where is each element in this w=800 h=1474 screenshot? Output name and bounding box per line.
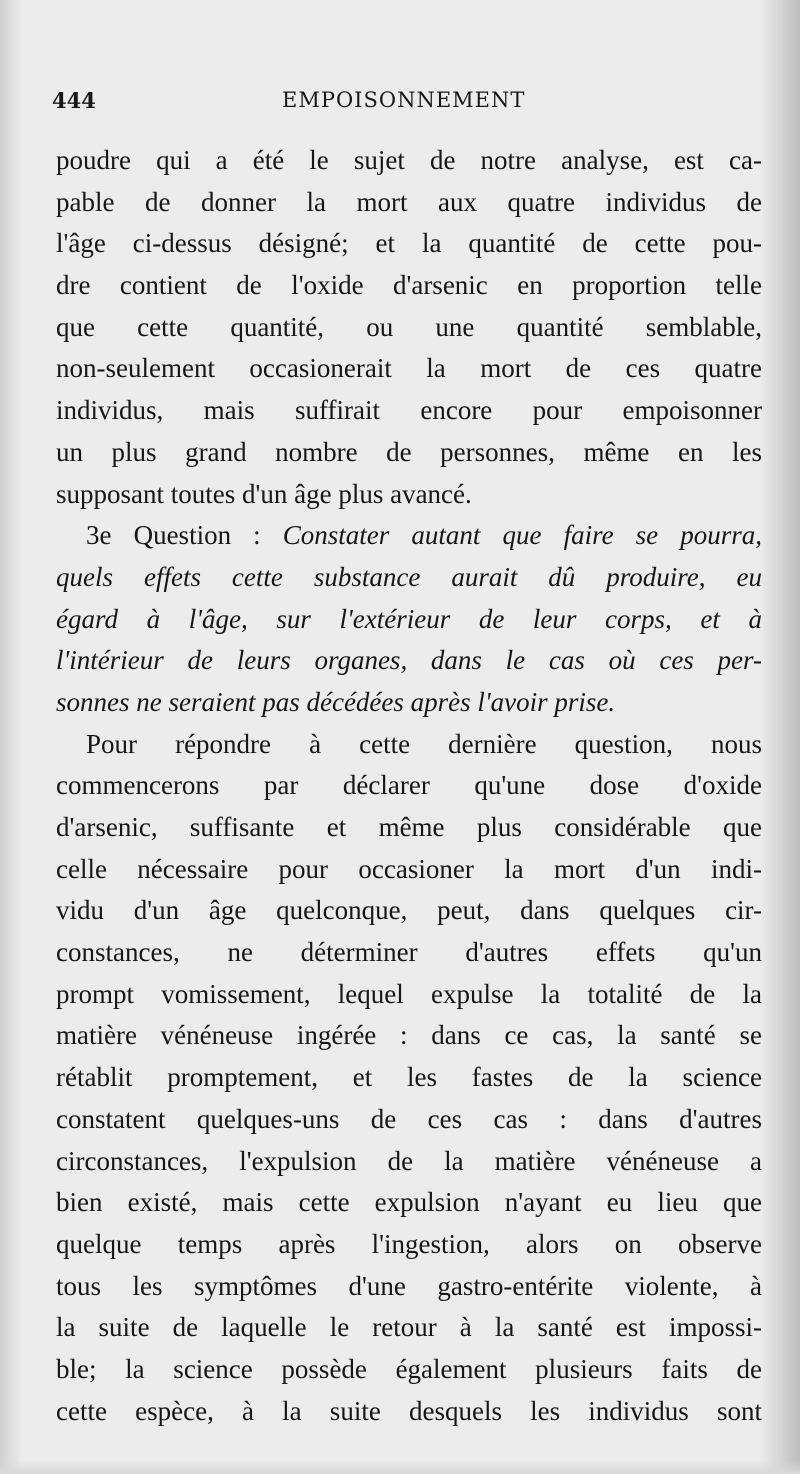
text-line: la suite de laquelle le retour à la santé est impossi- [56,1312,762,1343]
text-line: constances, ne déterminer d'autres effets qu'un [56,937,762,968]
text-line: tous les symptômes d'une gastro-entérite violente, à [56,1270,762,1301]
text-line: rétablit promptement, et les fastes de la science [56,1062,762,1093]
text-line: ble; la science possède également plusieurs faits de [56,1353,762,1384]
text-line: matière vénéneuse ingérée : dans ce cas, la santé se [56,1020,762,1051]
text-line: bien existé, mais cette expulsion n'ayant eu lieu que [56,1187,762,1218]
question-line: quels effets cette substance aurait dû produire, eu [56,561,762,592]
text-line: constatent quelques-uns de ces cas : dans d'autres [56,1103,762,1134]
text-line: un plus grand nombre de personnes, même en les [56,436,762,467]
text-line: celle nécessaire pour occasioner la mort d'un indi- [56,853,762,884]
running-title: EMPOISONNEMENT [282,88,526,112]
body-text [56,140,762,1432]
question-label: 3e Question : [86,520,261,551]
page-shadow-bottom [0,1460,800,1474]
page-shadow-left [0,0,22,1474]
question-text: Constater autant que faire se pourra, [282,520,763,551]
text-line: individus, mais suffirait encore pour empoisonner [56,395,762,426]
page-number: 444 [52,88,96,113]
page-shadow-right [760,0,800,1474]
text-line: l'âge ci-dessus désigné; et la quantité de cette pou- [56,228,762,259]
text-line: d'arsenic, suffisante et même plus considérable que [56,812,762,842]
text-line: prompt vomissement, lequel expulse la totalité de la [56,978,762,1009]
text-line: que cette quantité, ou une quantité semblable, [56,311,762,342]
text-line: non-seulement occasionerait la mort de ces quatre [56,353,762,384]
question-line: sonnes ne seraient pas décédées après l'avoir prise. [56,686,616,717]
text-line: dre contient de l'oxide d'arsenic en proportion telle [56,270,762,301]
text-line: Pour répondre à cette dernière question, nous [86,728,762,759]
text-line: circonstances, l'expulsion de la matière vénéneuse a [56,1145,762,1176]
text-line: poudre qui a été le sujet de notre analyse, est ca- [56,145,762,175]
text-line: pable de donner la mort aux quatre individus de [56,186,762,217]
text-line: cette espèce, à la suite desquels les individus sont [56,1395,762,1426]
text-line: commencerons par déclarer qu'une dose d'oxide [56,770,762,801]
text-line: supposant toutes d'un âge plus avancé. [56,478,472,509]
question-line [56,515,762,557]
running-head [52,88,752,128]
text-line: vidu d'un âge quelconque, peut, dans quelques cir- [56,895,762,926]
text-line: quelque temps après l'ingestion, alors on observe [56,1228,762,1259]
question-line: égard à l'âge, sur l'extérieur de leur corps, et à [56,603,762,634]
question-line: l'intérieur de leurs organes, dans le cas où ces per- [56,645,762,676]
